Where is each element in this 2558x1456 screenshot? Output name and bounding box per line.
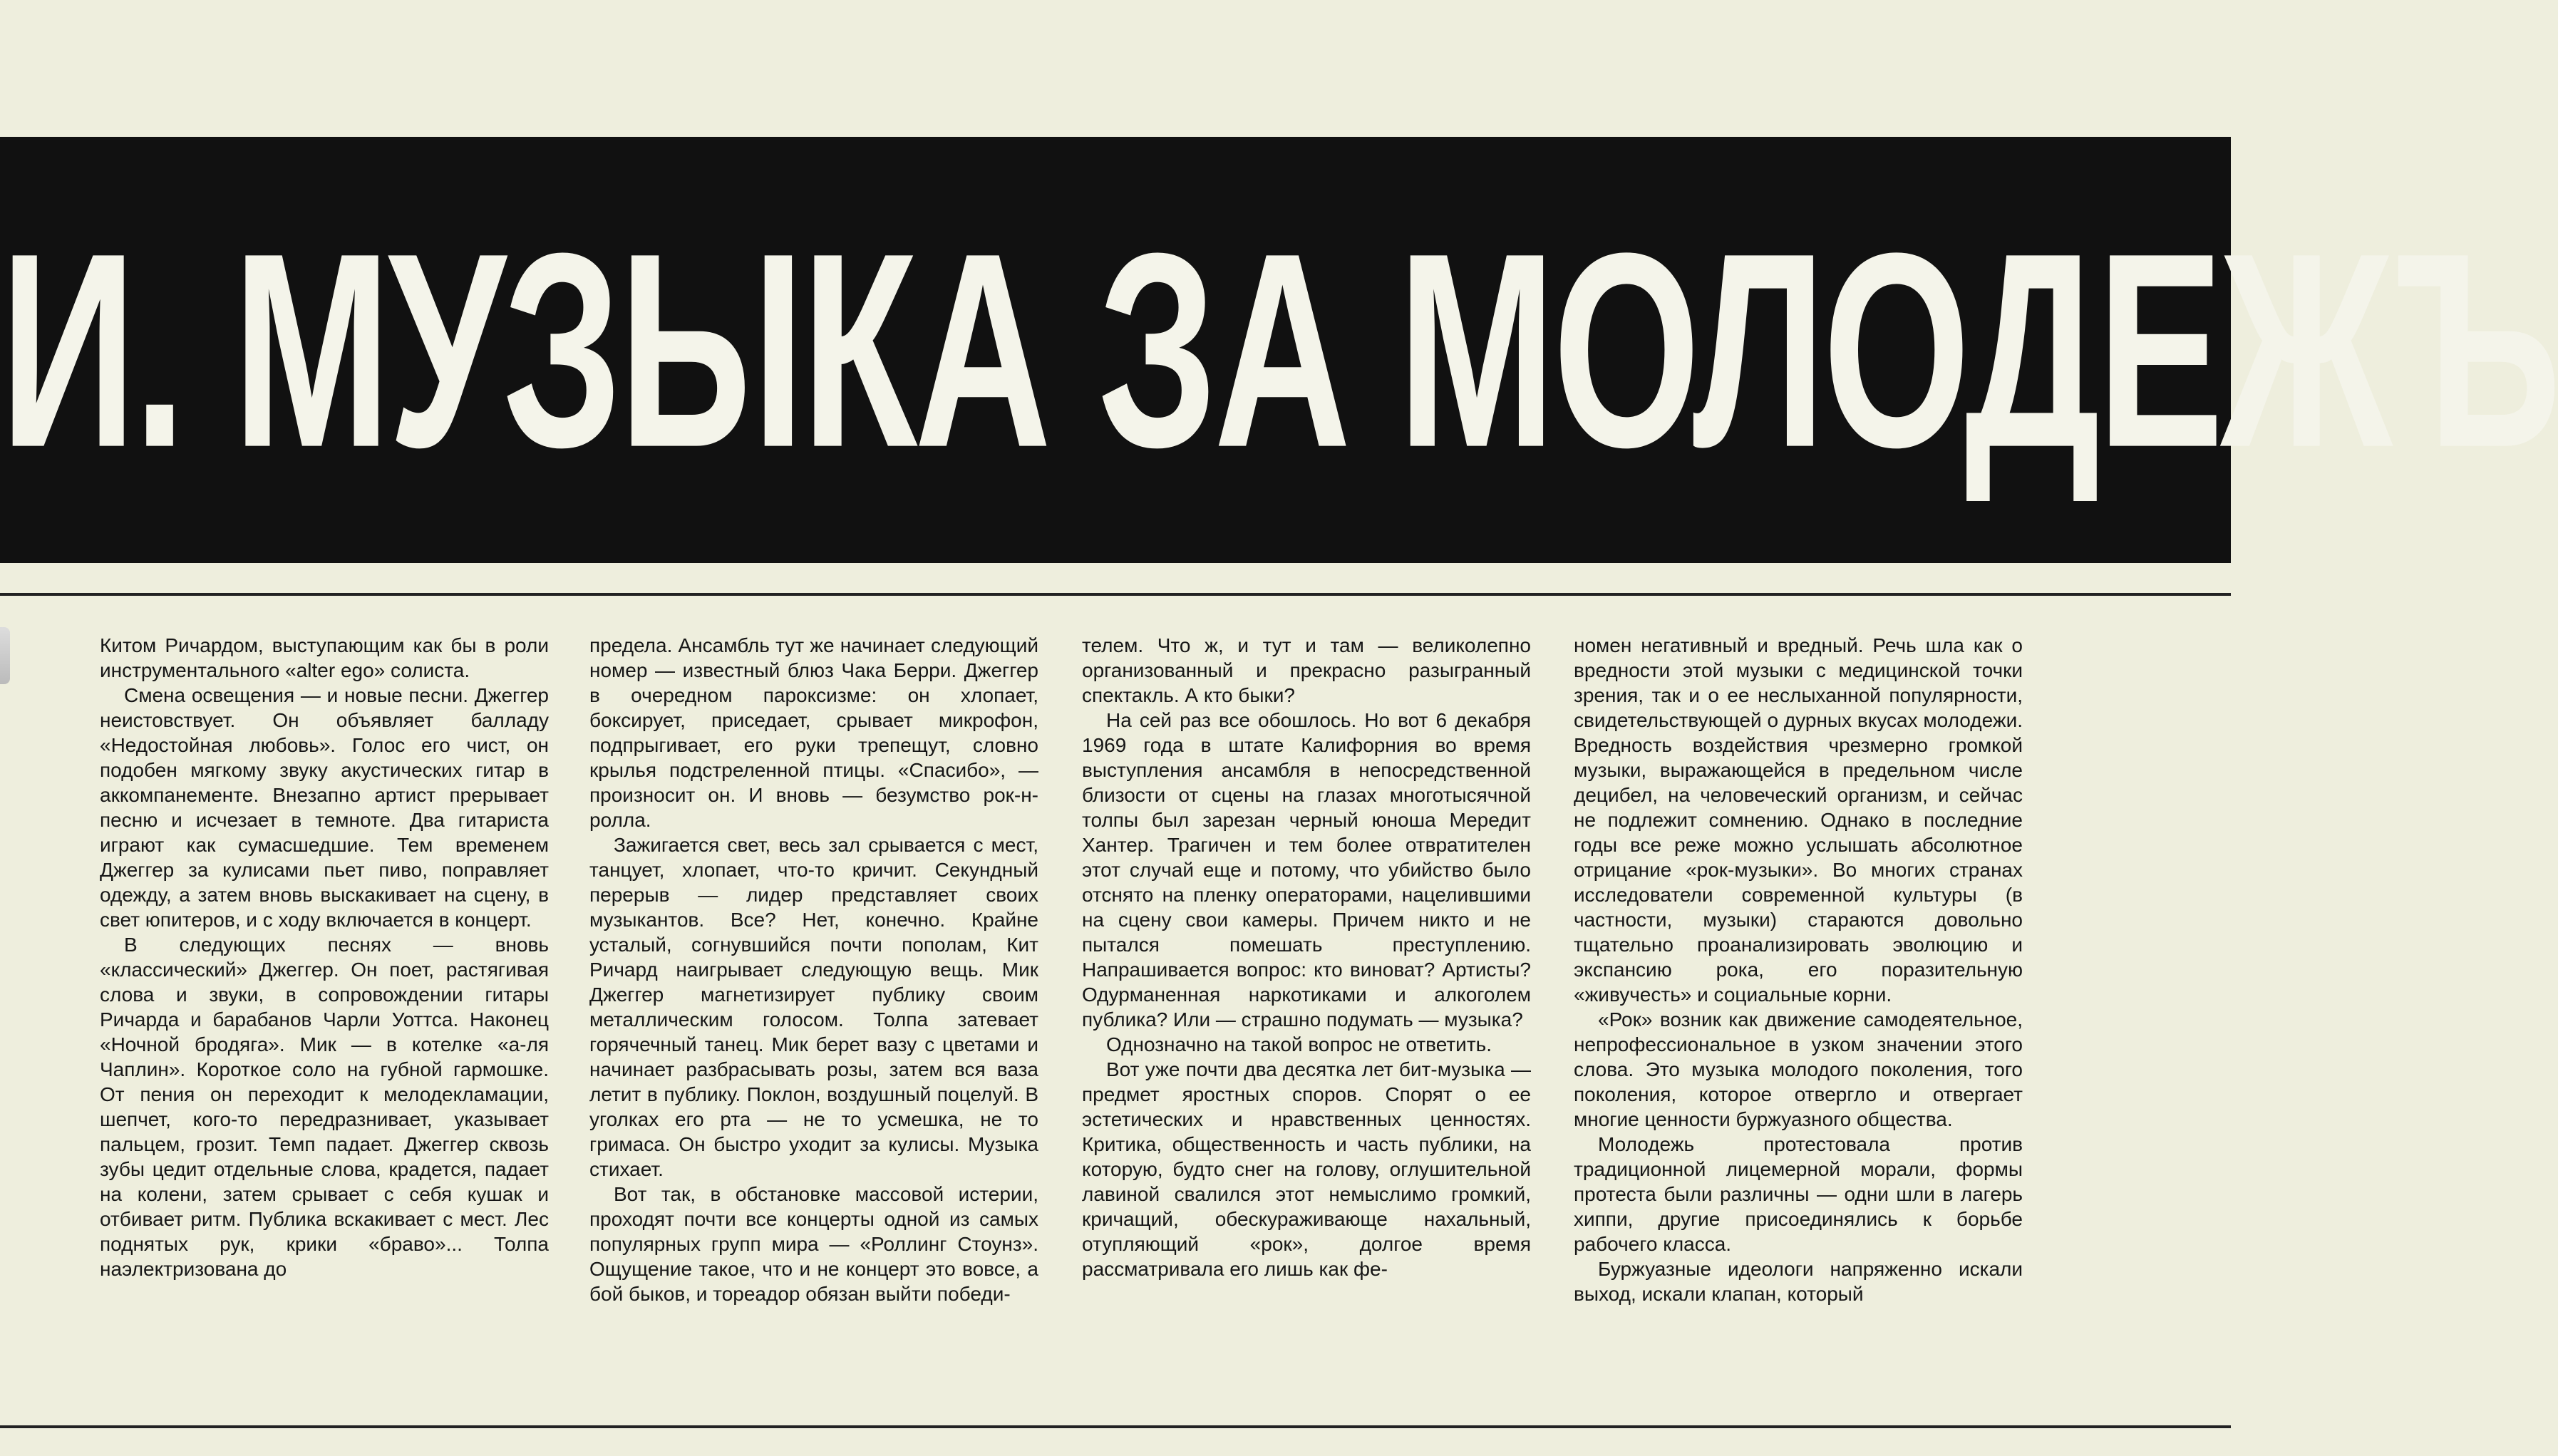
- paragraph: Смена освещения — и новые песни. Джеггер неистовствует. Он объявляет балладу «Недостойная любовь». Голос его чист, он подобен мягкому звуку акустических гитар в аккомпанементе. Внезапно артист прерывает песню и исчезает в темноте. Два гитариста играют как сумасшедшие. Тем временем Джеггер за кулисами пьет пиво, поправляет одежду, а затем вновь выскакивает на сцену, в свет юпитеров, и с ходу включается в концерт.: [100, 684, 549, 931]
- text-column-4: [1574, 633, 2023, 1406]
- paragraph: «Рок» возник как движение самодеятельное, непрофессиональное в узком значении этого слова. Это музыка молодого поколения, того поколения, которое отвергло и отвергает многие ценности буржуазного общества.: [1574, 1008, 2023, 1130]
- text-column-3: [1082, 633, 1531, 1406]
- top-divider: [0, 593, 2231, 596]
- bottom-divider: [0, 1425, 2231, 1428]
- paragraph: Зажигается свет, весь зал срывается с мест, танцует, хлопает, что-то кричит. Секундный перерыв — лидер представляет своих музыкантов. Все? Нет, конечно. Крайне усталый, согнувшийся почти пополам, Кит Ричард наигрывает следующую вещь. Мик Джеггер магнетизирует публику своим металлическим голосом. Толпа затевает горячечный танец. Мик берет вазу с цветами и начинает разбрасывать розы, затем вся ваза летит в публику. Поклон, воздушный поцелуй. В уголках его рта — не то усмешка, не то гримаса. Он быстро уходит за кулисы. Музыка стихает.: [589, 834, 1038, 1180]
- paragraph: Китом Ричардом, выступающим как бы в роли инструментального «alter ego» солиста.: [100, 634, 549, 681]
- page-edge-mark: [0, 627, 10, 684]
- paragraph: номен негативный и вредный. Речь шла как о вредности этой музыки с медицинской точки зрения, так и о ее неслыханной популярности, свидетельствующей о дурных вкусах молодежи. Вредность воздействия чрезмерно громкой музыки, выражающейся в предельном числе децибел, на человеческий организм, и сейчас не подлежит сомнению. Однако в последние годы все реже можно услышать абсолютное отрицание «рок-музыки». Во многих странах исследователи современной культуры (в частности, музыки) стараются довольно тщательно проанализировать эволюцию и экспансию рока, его поразительную «живучесть» и социальные корни.: [1574, 634, 2023, 1006]
- paragraph: телем. Что ж, и тут и там — великолепно организованный и прекрасно разыгранный спектакль. А кто быки?: [1082, 634, 1531, 706]
- text-column-1: [100, 633, 549, 1406]
- paragraph: Молодежь протестовала против традиционной лицемерной морали, формы протеста были различны — одни шли в лагерь хиппи, другие присоединялись к борьбе рабочего класса.: [1574, 1133, 2023, 1255]
- paragraph: предела. Ансамбль тут же начинает следующий номер — известный блюз Чака Берри. Джеггер в очередном пароксизме: он хлопает, боксирует, приседает, срывает микрофон, подпрыгивает, его руки трепещут, словно крылья подстреленной птицы. «Спасибо», — произносит он. И вновь — безумство рок-н-ролла.: [589, 634, 1038, 831]
- text-column-2: [589, 633, 1038, 1406]
- paragraph: Вот так, в обстановке массовой истерии, проходят почти все концерты одной из самых популярных групп мира — «Роллинг Стоунз». Ощущение такое, что и не концерт это вовсе, а бой быков, и тореадор обязан выйти победи-: [589, 1183, 1038, 1305]
- headline: И. МУЗЫКА ЗА МОЛОДЕЖЪ: [0, 195, 2558, 505]
- paragraph: Буржуазные идеологи напряженно искали выход, искали клапан, который: [1574, 1258, 2023, 1305]
- paragraph: На сей раз все обошлось. Но вот 6 декабря 1969 года в штате Калифорния во время выступления ансамбля в непосредственной близости от сцены на глазах многотысячной толпы был зарезан черный юноша Мередит Хантер. Трагичен и тем более отвратителен этот случай еще и потому, что убийство было отснято на пленку операторами, нацелившими на сцену свои камеры. Причем никто и не пытался помешать преступлению. Напрашивается вопрос: кто виноват? Артисты? Одурманенная наркотиками и алкоголем публика? Или — страшно подумать — музыка?: [1082, 709, 1531, 1031]
- paragraph: Вот уже почти два десятка лет бит-музыка — предмет яростных споров. Спорят о ее эстетических и нравственных ценностях. Критика, общественность и часть публики, на которую, будто снег на голову, оглушительной лавиной свалился этот немыслимо громкий, кричащий, обескураживающе нахальный, отупляющий «рок», долгое время рассматривала его лишь как фе-: [1082, 1058, 1531, 1280]
- paragraph: В следующих песнях — вновь «классический» Джеггер. Он поет, растягивая слова и звуки, в сопровождении гитары Ричарда и барабанов Чарли Уоттса. Наконец «Ночной бродяга». Мик — в котелке «а-ля Чаплин». Короткое соло на губной гармошке. От пения он переходит к мелодекламации, шепчет, кого-то передразнивает, указывает пальцем, грозит. Темп падает. Джеггер сквозь зубы цедит отдельные слова, крадется, падает на колени, затем срывает с себя кушак и отбивает ритм. Публика вскакивает с мест. Лес поднятых рук, крики «браво»... Толпа наэлектризована до: [100, 934, 549, 1280]
- paragraph: Однозначно на такой вопрос не ответить.: [1106, 1033, 1492, 1055]
